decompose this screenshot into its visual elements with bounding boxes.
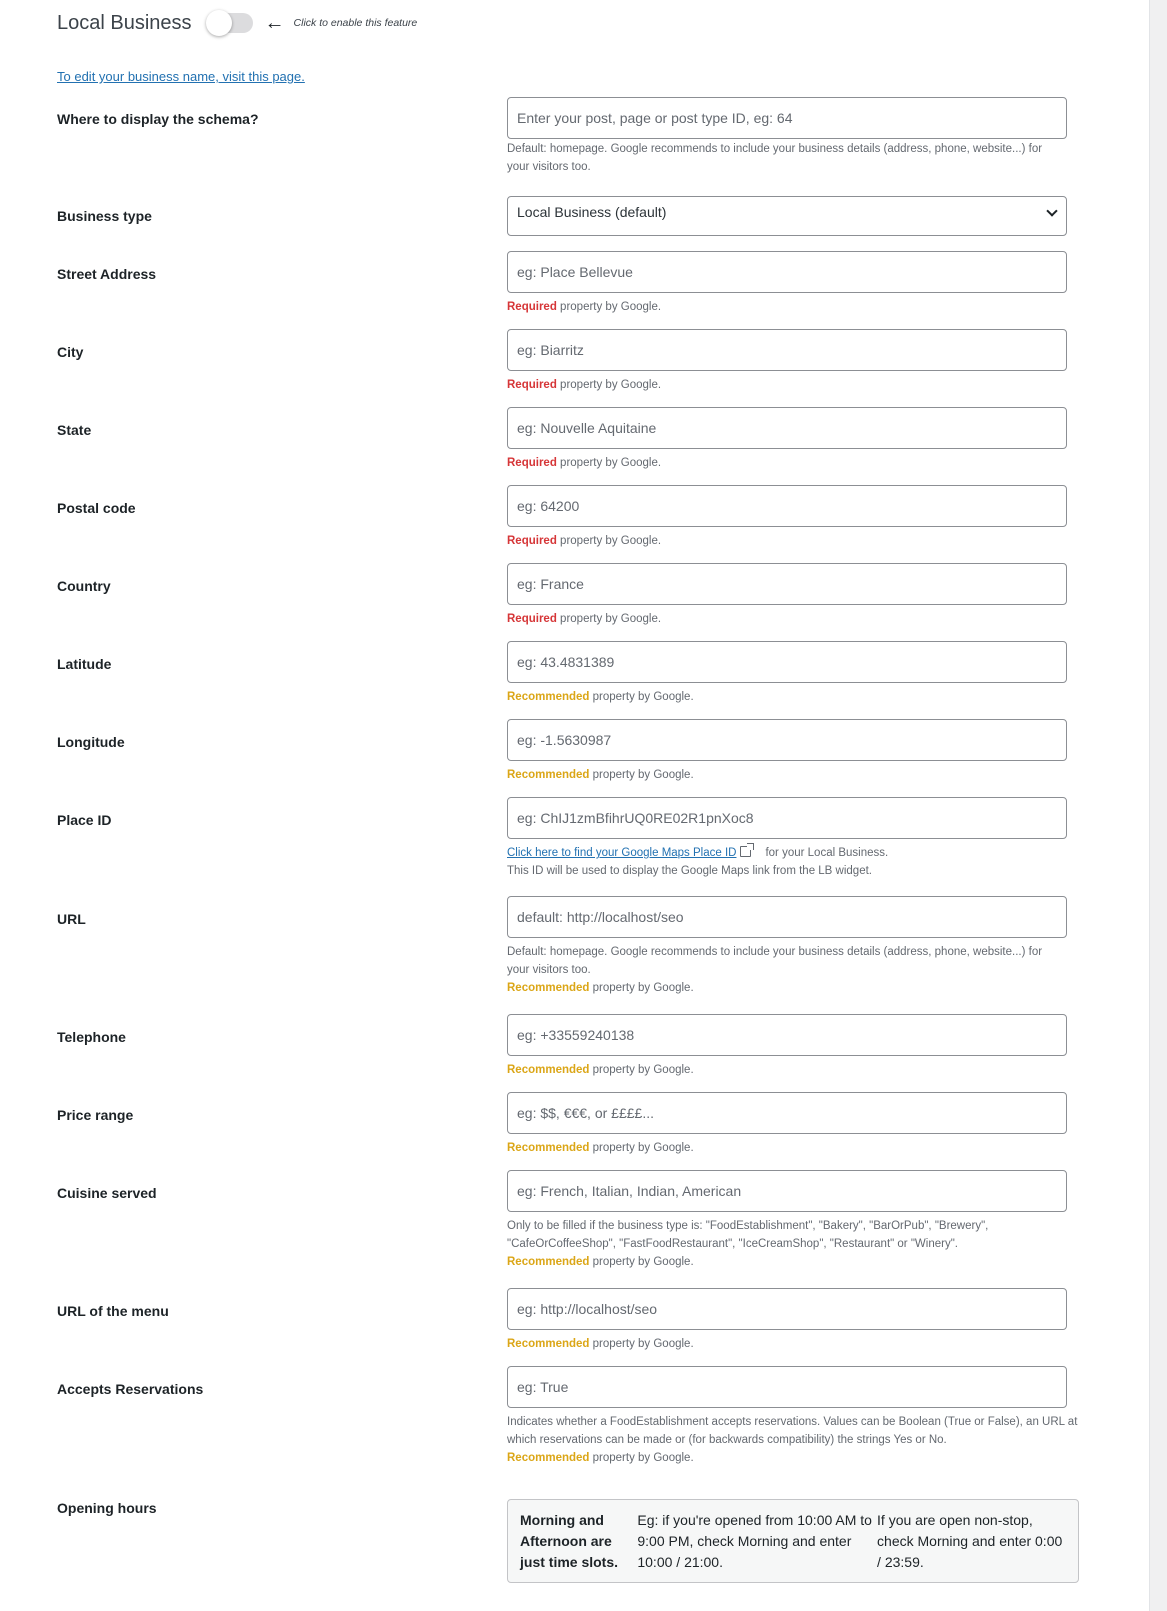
longitude-note bbox=[507, 766, 1082, 784]
marker-suffix: property by Google. bbox=[592, 769, 694, 781]
display-schema-desc: Default: homepage. Google recommends to include your business details (address, phone, website...) for your visitors too. bbox=[507, 143, 1043, 173]
marker-suffix: property by Google. bbox=[560, 613, 662, 625]
menu-url-note bbox=[507, 1335, 1082, 1353]
label-telephone: Telephone bbox=[57, 1029, 126, 1045]
label-price-range: Price range bbox=[57, 1107, 134, 1123]
cuisine-note bbox=[507, 1253, 1082, 1271]
recommended-marker: Recommended bbox=[507, 982, 590, 994]
toggle-knob bbox=[206, 10, 232, 36]
cuisine-desc: Only to be filled if the business type is: "FoodEstablishment", "Bakery", "BarOrPub", "Brewery", "CafeOrCoffeeShop", "FastFoodRestaurant", "IceCreamShop", "Restaurant" or "Winery". bbox=[507, 1220, 989, 1250]
marker-suffix: property by Google. bbox=[592, 1338, 694, 1350]
postal-code-note bbox=[507, 532, 1082, 550]
required-marker: Required bbox=[507, 535, 557, 547]
longitude-input[interactable] bbox=[507, 719, 1067, 761]
reservations-note bbox=[507, 1449, 1082, 1467]
label-latitude: Latitude bbox=[57, 656, 112, 672]
marker-suffix: property by Google. bbox=[560, 379, 662, 391]
reservations-desc: Indicates whether a FoodEstablishment accepts reservations. Values can be Boolean (True or False), an URL at which reservations can be made or (for backwards compatibility) the strings Yes or No. bbox=[507, 1416, 1078, 1446]
place-id-input[interactable] bbox=[507, 797, 1067, 839]
label-business-type: Business type bbox=[57, 208, 152, 224]
latitude-input[interactable] bbox=[507, 641, 1067, 683]
section-header bbox=[57, 8, 417, 38]
price-range-note bbox=[507, 1139, 1082, 1157]
chevron-down-icon bbox=[1046, 205, 1057, 216]
label-reservations: Accepts Reservations bbox=[57, 1381, 204, 1397]
cuisine-input[interactable] bbox=[507, 1170, 1067, 1212]
toggle-hint: Click to enable this feature bbox=[293, 17, 418, 29]
label-menu-url: URL of the menu bbox=[57, 1303, 169, 1319]
label-opening-hours: Opening hours bbox=[57, 1500, 157, 1516]
country-note bbox=[507, 610, 1082, 628]
required-marker: Required bbox=[507, 379, 557, 391]
label-url: URL bbox=[57, 911, 86, 927]
state-note bbox=[507, 454, 1082, 472]
opening-hours-note-1: Morning and Afternoon are just time slots. bbox=[520, 1512, 619, 1570]
recommended-marker: Recommended bbox=[507, 1338, 590, 1350]
external-link-icon bbox=[740, 846, 751, 857]
marker-suffix: property by Google. bbox=[592, 691, 694, 703]
street-address-input[interactable] bbox=[507, 251, 1067, 293]
menu-url-input[interactable] bbox=[507, 1288, 1067, 1330]
recommended-marker: Recommended bbox=[507, 1256, 590, 1268]
telephone-input[interactable] bbox=[507, 1014, 1067, 1056]
business-type-select[interactable] bbox=[507, 196, 1067, 236]
url-input[interactable] bbox=[507, 896, 1067, 938]
recommended-marker: Recommended bbox=[507, 769, 590, 781]
country-input[interactable] bbox=[507, 563, 1067, 605]
label-postal-code: Postal code bbox=[57, 500, 136, 516]
label-cuisine: Cuisine served bbox=[57, 1185, 157, 1201]
place-id-link-suffix: for your Local Business. bbox=[765, 847, 889, 859]
label-place-id: Place ID bbox=[57, 812, 112, 828]
marker-suffix: property by Google. bbox=[560, 535, 662, 547]
marker-suffix: property by Google. bbox=[592, 1256, 694, 1268]
required-marker: Required bbox=[507, 613, 557, 625]
edit-business-name-link[interactable]: To edit your business name, visit this page. bbox=[57, 69, 305, 84]
scrollbar-track[interactable] bbox=[1149, 0, 1167, 1611]
telephone-note bbox=[507, 1061, 1082, 1079]
section-title: Local Business bbox=[57, 11, 192, 34]
place-id-desc: This ID will be used to display the Google Maps link from the LB widget. bbox=[507, 865, 872, 877]
opening-hours-note-2: Eg: if you're opened from 10:00 AM to 9:00 PM, check Morning and enter 10:00 / 21:00. bbox=[637, 1512, 872, 1570]
reservations-input[interactable] bbox=[507, 1366, 1067, 1408]
opening-hours-note-3: If you are open non-stop, check Morning and enter 0:00 / 23:59. bbox=[877, 1512, 1063, 1570]
marker-suffix: property by Google. bbox=[592, 1452, 694, 1464]
street-address-note bbox=[507, 298, 1082, 316]
label-street-address: Street Address bbox=[57, 266, 157, 282]
label-state: State bbox=[57, 422, 92, 438]
required-marker: Required bbox=[507, 301, 557, 313]
url-note bbox=[507, 979, 1082, 997]
recommended-marker: Recommended bbox=[507, 1142, 590, 1154]
marker-suffix: property by Google. bbox=[592, 1064, 694, 1076]
latitude-note bbox=[507, 688, 1082, 706]
marker-suffix: property by Google. bbox=[592, 1142, 694, 1154]
city-input[interactable] bbox=[507, 329, 1067, 371]
label-city: City bbox=[57, 344, 84, 360]
label-display-schema: Where to display the schema? bbox=[57, 111, 259, 127]
postal-code-input[interactable] bbox=[507, 485, 1067, 527]
marker-suffix: property by Google. bbox=[560, 457, 662, 469]
label-country: Country bbox=[57, 578, 111, 594]
required-marker: Required bbox=[507, 457, 557, 469]
price-range-input[interactable] bbox=[507, 1092, 1067, 1134]
city-note bbox=[507, 376, 1082, 394]
find-place-id-link[interactable]: Click here to find your Google Maps Place ID bbox=[507, 847, 737, 859]
place-id-help bbox=[507, 844, 1082, 862]
enable-feature-toggle[interactable] bbox=[207, 13, 253, 33]
label-longitude: Longitude bbox=[57, 734, 125, 750]
recommended-marker: Recommended bbox=[507, 691, 590, 703]
display-schema-input[interactable] bbox=[507, 97, 1067, 139]
arrow-left-icon: ← bbox=[264, 12, 285, 34]
recommended-marker: Recommended bbox=[507, 1064, 590, 1076]
business-type-value: Local Business (default) bbox=[517, 204, 667, 220]
opening-hours-notice bbox=[507, 1499, 1079, 1583]
marker-suffix: property by Google. bbox=[560, 301, 662, 313]
recommended-marker: Recommended bbox=[507, 1452, 590, 1464]
state-input[interactable] bbox=[507, 407, 1067, 449]
marker-suffix: property by Google. bbox=[592, 982, 694, 994]
url-desc: Default: homepage. Google recommends to include your business details (address, phone, website...) for your visitors too. bbox=[507, 946, 1043, 976]
